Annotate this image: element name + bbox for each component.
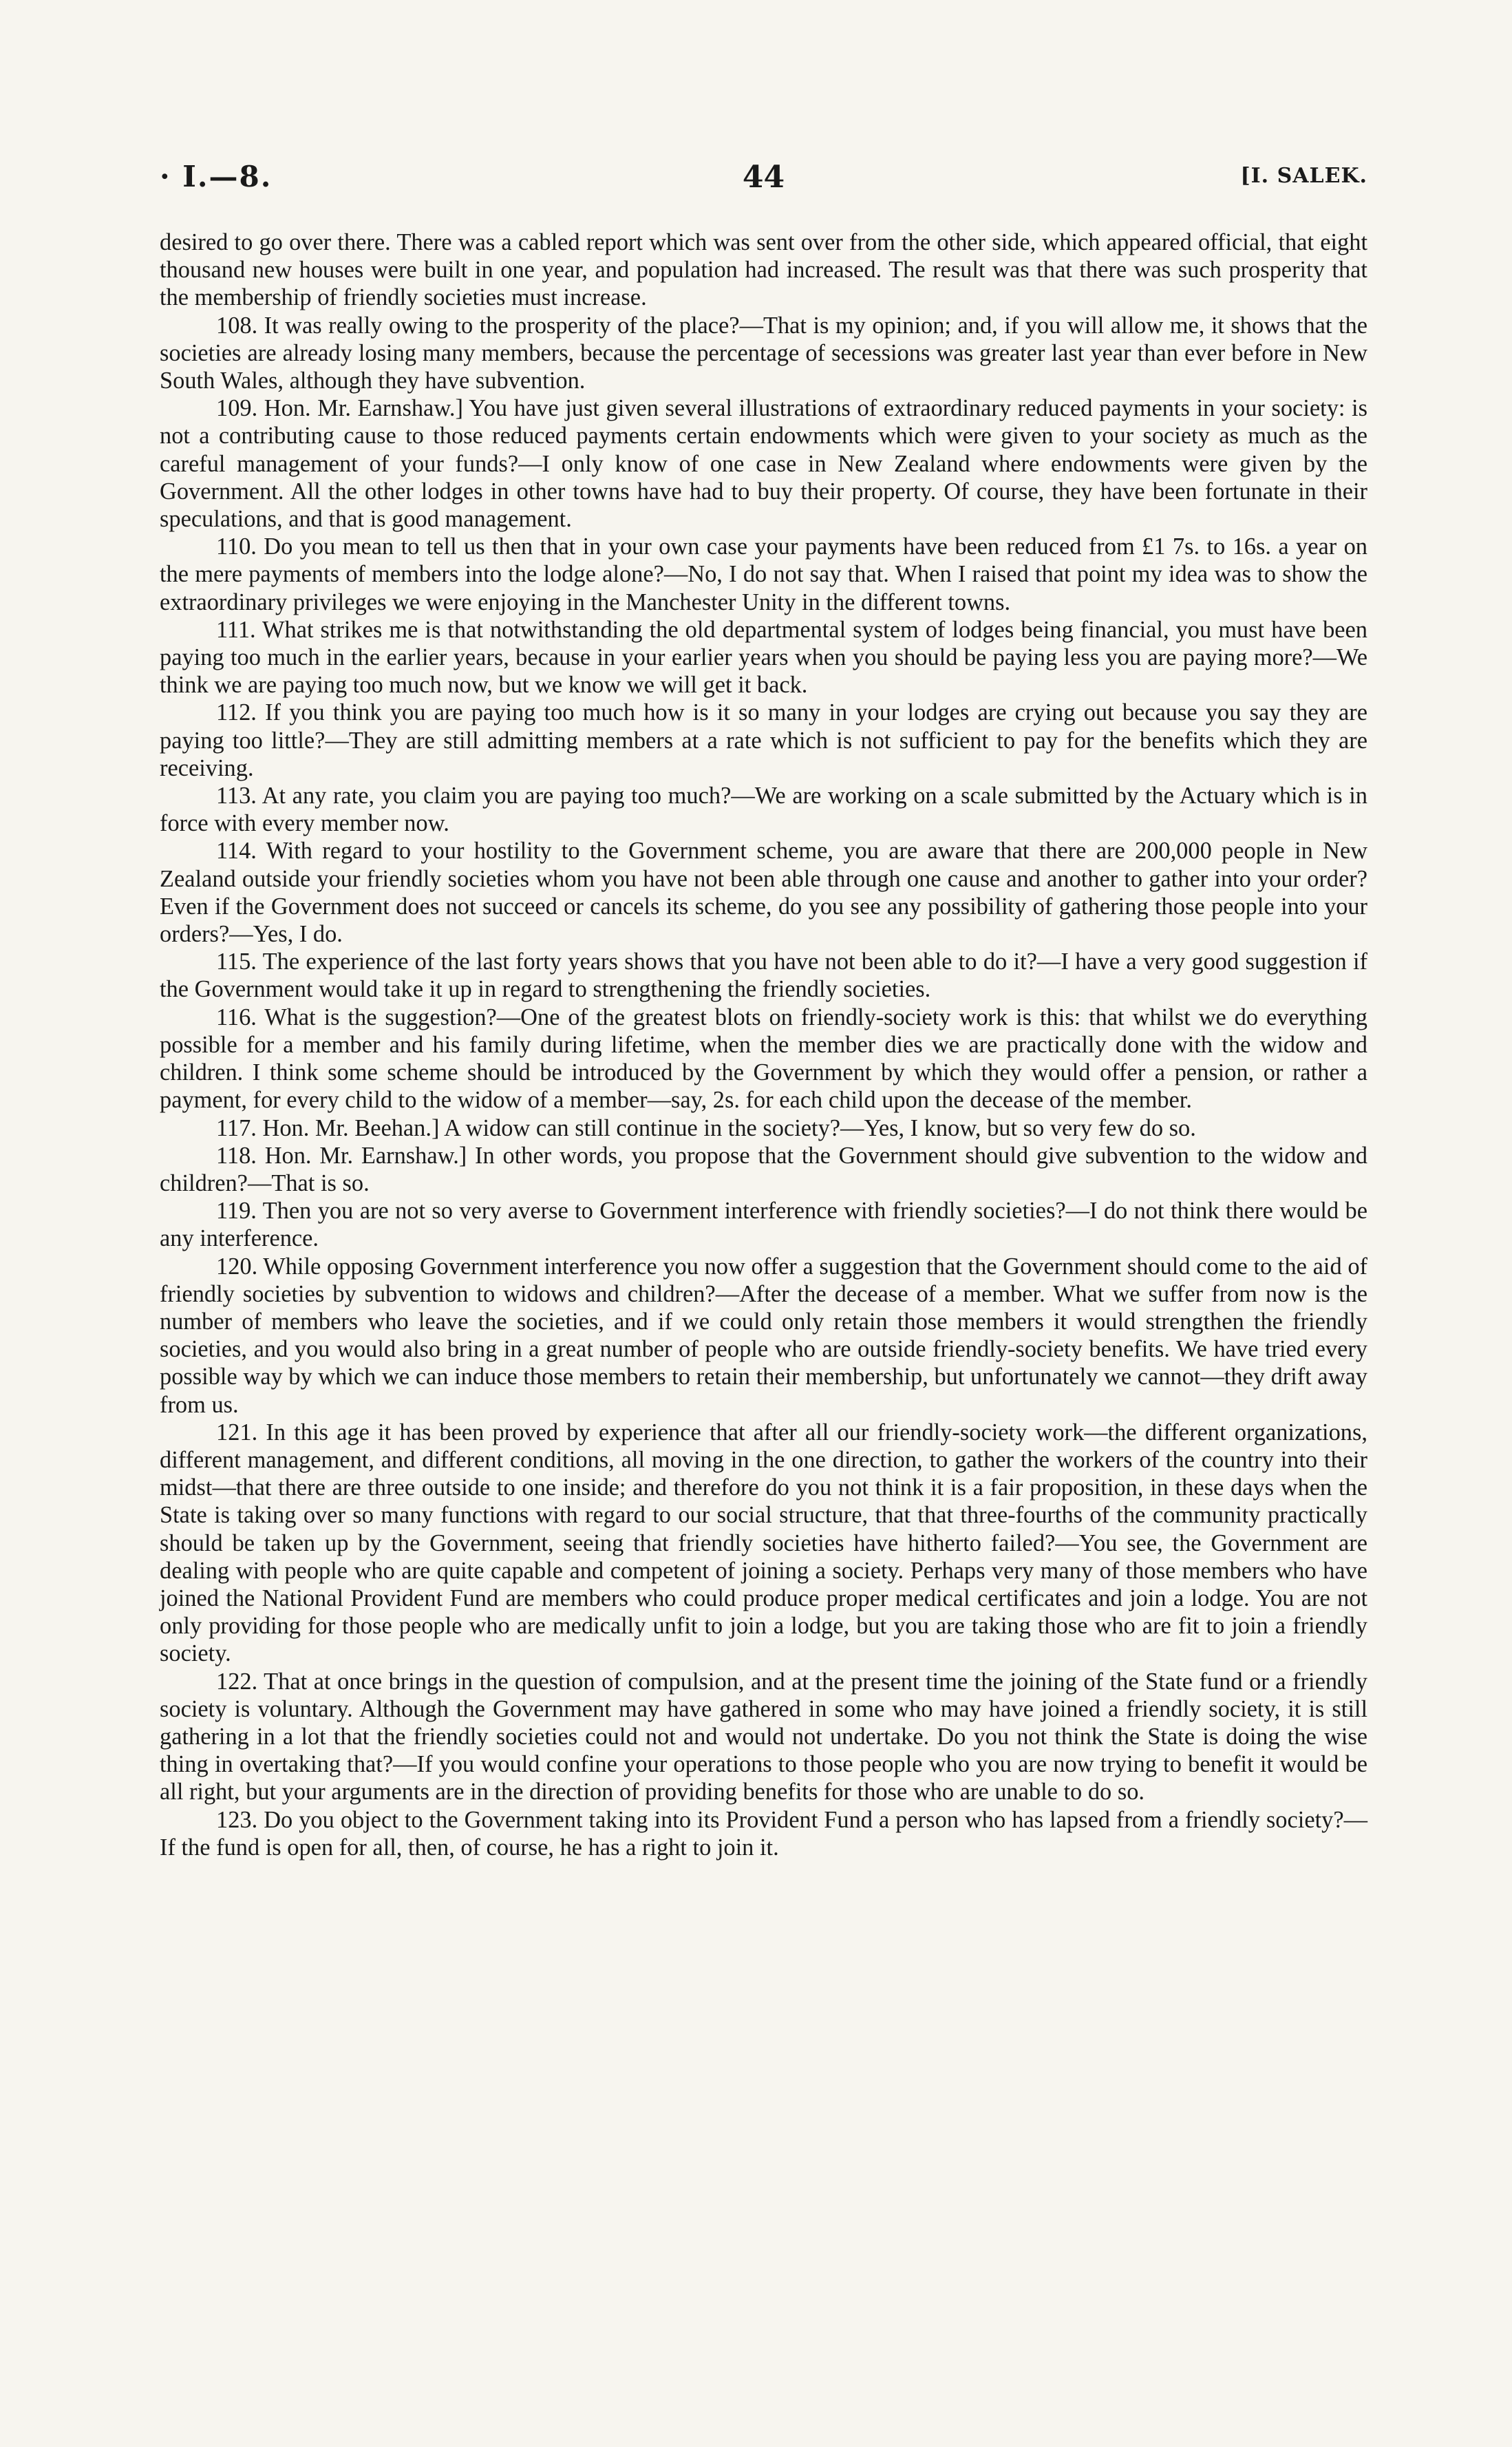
paragraph: 116. What is the suggestion?—One of the greatest blots on friendly-society work is this: that whilst we do everything possible for a member and his family during lifetime, when the member dies we are practically done with the widow and children. I think some scheme should be introduced by the Government by which they would offer a pension, or rather a payment, for every child to the widow of a member—say, 2s. for each child upon the decease of the member. [160, 1004, 1367, 1114]
paragraph: 108. It was really owing to the prosperity of the place?—That is my opinion; and, if you will allow me, it shows that the societies are already losing many members, because the percentage of secessions was greater last year than ever before in New South Wales, although they have subvention. [160, 312, 1367, 394]
paragraph: 110. Do you mean to tell us then that in your own case your payments have been reduced from £1 7s. to 16s. a year on the mere payments of members into the lodge alone?—No, I do not say that. When I raised that point my idea was to show the extraordinary privileges we were enjoying in the Manchester Unity in the different towns. [160, 533, 1367, 615]
paragraph: 119. Then you are not so very averse to Government interference with friendly societies?—I do not think there would be any interference. [160, 1198, 1367, 1252]
paragraph: 109. Hon. Mr. Earnshaw.] You have just given several illustrations of extraordinary reduced payments in your society: is not a contributing cause to those reduced payments certain endowments which were given to your society as much as the careful management of your funds?—I only know of one case in New Zealand where endowments were given by the Government. All the other lodges in other towns have had to buy their property. Of course, they have been fortunate in their speculations, and that is good management. [160, 395, 1367, 533]
paragraph: 111. What strikes me is that notwithstanding the old departmental system of lodges being financial, you must have been paying too much in the earlier years, because in your earlier years when you should be paying less you are paying more?—We think we are paying too much now, but we know we will get it back. [160, 616, 1367, 699]
paragraph: 112. If you think you are paying too much how is it so many in your lodges are crying out because you say they are paying too little?—They are still admitting members at a rate which is not sufficient to pay for the benefits which they are receiving. [160, 699, 1367, 781]
paragraph: desired to go over there. There was a cabled report which was sent over from the other side, which appeared official, that eight thousand new houses were built in one year, and population had increased. The result was that there was such prosperity that the membership of friendly societies must increase. [160, 229, 1367, 311]
page-number: 44 [742, 160, 785, 195]
paragraph: 121. In this age it has been proved by experience that after all our friendly-society work—the different organizations, different management, and different conditions, all moving in the one direction, to gather the workers of the country into their midst—that there are three outside to one inside; and therefore do you not think it is a fair proposition, in these days when the State is taking over so many functions with regard to our social structure, that that three-fourths of the community practically should be taken up by the Government, seeing that friendly societies have hitherto failed?—You see, the Government are dealing with people who are quite capable and competent of joining a society. Perhaps very many of those members who have joined the National Provident Fund are members who could produce proper medical certificates and join a lodge. You are not only providing for those people who are medically unfit to join a lodge, but you are taking those who are fit to join a friendly society. [160, 1419, 1367, 1667]
document-body [160, 229, 1367, 1861]
paragraph: 122. That at once brings in the question of compulsion, and at the present time the joining of the State fund or a friendly society is voluntary. Although the Government may have gathered in some who may have joined a friendly society, it is still gathering in a lot that the friendly societies could not and would not undertake. Do you not think the State is doing the wise thing in overtaking that?—If you would confine your operations to those people who you are now trying to benefit it would be all right, but your arguments are in the direction of providing benefits for those who are unable to do so. [160, 1668, 1367, 1805]
paragraph: 114. With regard to your hostility to the Government scheme, you are aware that there are 200,000 people in New Zealand outside your friendly societies whom you have not been able through one cause and another to gather into your order? Even if the Government does not succeed or cancels its scheme, do you see any possibility of gathering those people into your orders?—Yes, I do. [160, 838, 1367, 948]
page-header [160, 160, 1367, 201]
paragraph: 113. At any rate, you claim you are paying too much?—We are working on a scale submitted by the Actuary which is in force with every member now. [160, 783, 1367, 837]
witness-name: [I. SALEK. [1240, 164, 1367, 188]
paragraph: 120. While opposing Government interference you now offer a suggestion that the Government should come to the aid of friendly societies by subvention to widows and children?—After the decease of a member. What we suffer from now is the number of members who leave the societies, and if we could only retain those members it would strengthen the friendly societies, and you would also bring in a great number of people who are outside friendly-society benefits. We have tried every possible way by which we can induce those members to retain their membership, but unfortunately we cannot—they drift away from us. [160, 1253, 1367, 1418]
document-reference: · I.—8. [160, 160, 273, 193]
paragraph: 118. Hon. Mr. Earnshaw.] In other words, you propose that the Government should give subvention to the widow and children?—That is so. [160, 1142, 1367, 1196]
paragraph: 117. Hon. Mr. Beehan.] A widow can still continue in the society?—Yes, I know, but so very few do so. [216, 1114, 1196, 1141]
paragraph: 115. The experience of the last forty years shows that you have not been able to do it?—I have a very good suggestion if the Government would take it up in regard to strengthening the friendly societies. [160, 949, 1367, 1003]
paragraph: 123. Do you object to the Government taking into its Provident Fund a person who has lapsed from a friendly society?—If the fund is open for all, then, of course, he has a right to join it. [160, 1806, 1367, 1861]
